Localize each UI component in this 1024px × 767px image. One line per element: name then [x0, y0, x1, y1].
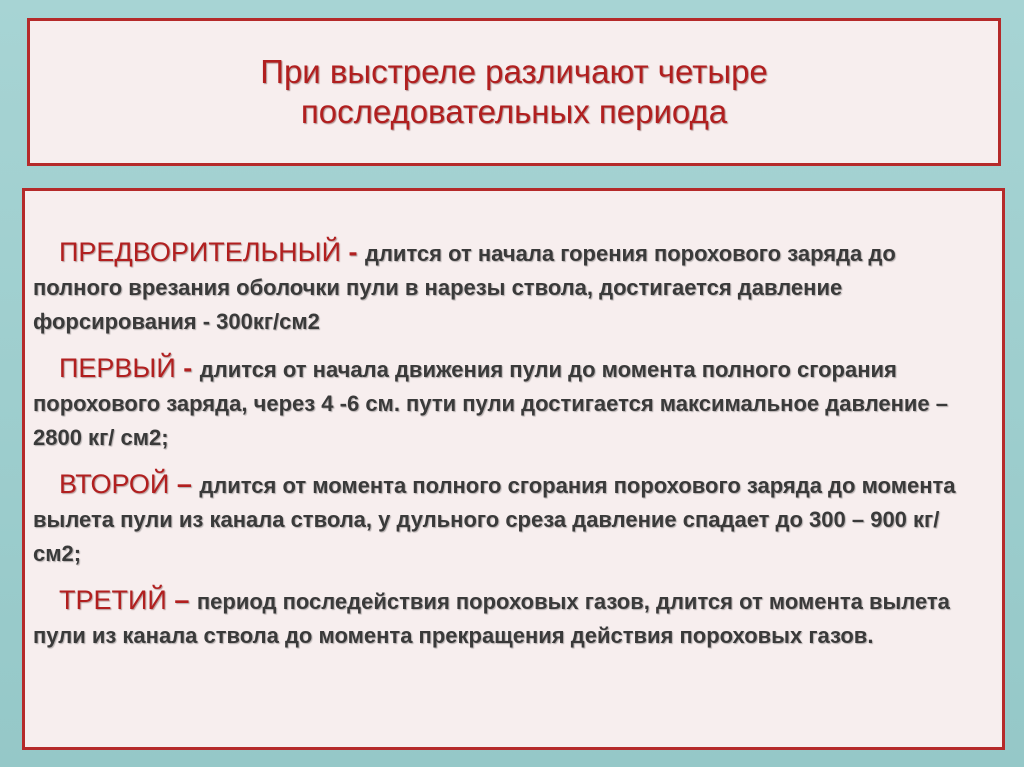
period-second: [33, 467, 972, 571]
period-description: длится от начала движения пули до момента полного сгорания порохового заряда, через 4 -6 см. пути пули достигается максимальное давление – 2800 кг/ см2;: [33, 357, 949, 450]
period-separator: –: [169, 469, 200, 499]
slide-title-line-1: При выстреле различают четыре: [260, 52, 768, 90]
period-description: длится от момента полного сгорания порохового заряда до момента вылета пули из канала ствола, у дульного среза давление спадает до 300 – 900 кг/ см2;: [33, 473, 956, 566]
period-term: ВТОРОЙ: [59, 469, 170, 499]
period-term: ПРЕДВОРИТЕЛЬНЫЙ: [59, 237, 341, 267]
period-separator: -: [175, 353, 200, 383]
period-third: [33, 583, 972, 653]
slide-title: [260, 52, 768, 133]
period-description: длится от начала горения порохового заряда до полного врезания оболочки пули в нарезы ствола, достигается давление форсирования - 300кг/см2: [33, 241, 896, 334]
period-separator: –: [166, 585, 197, 615]
period-separator: -: [340, 237, 365, 267]
period-term: ТРЕТИЙ: [59, 585, 167, 615]
content-panel: [22, 188, 1005, 750]
period-term: ПЕРВЫЙ: [59, 353, 176, 383]
title-panel: [27, 18, 1001, 166]
period-description: период последействия пороховых газов, длится от момента вылета пули из канала ствола до момента прекращения действия пороховых газов.: [33, 589, 950, 648]
period-first: [33, 351, 972, 455]
period-preliminary: [33, 235, 972, 339]
slide-title-line-2: последовательных периода: [300, 93, 728, 130]
